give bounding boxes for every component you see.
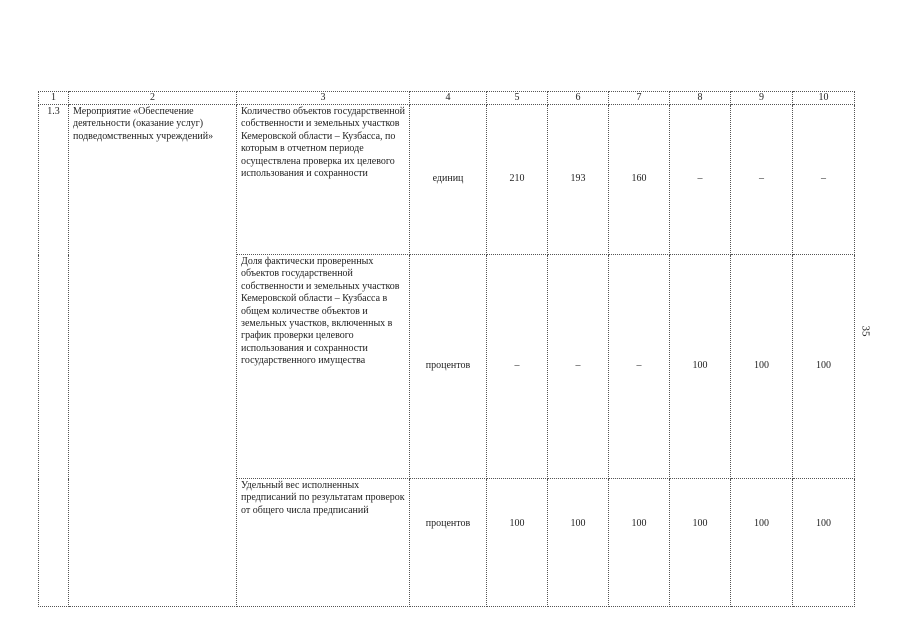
- column-number: 2: [69, 92, 237, 105]
- unit-cell: процентов: [410, 255, 487, 479]
- value-cell: –: [670, 105, 731, 255]
- value-cell: –: [731, 105, 793, 255]
- value-cell: 100: [793, 255, 855, 479]
- indicators-table: [38, 91, 855, 607]
- value-cell: 100: [609, 479, 670, 607]
- column-number: 9: [731, 92, 793, 105]
- value-cell: –: [487, 255, 548, 479]
- value-cell: 100: [487, 479, 548, 607]
- value-cell: 100: [670, 255, 731, 479]
- unit-cell: процентов: [410, 479, 487, 607]
- column-numbers-row: [39, 92, 855, 105]
- value-cell: –: [548, 255, 609, 479]
- measure-name: Мероприятие «Обеспечение деятельности (оказание услуг) подведомственных учреждений»: [69, 105, 237, 607]
- indicator-name: Количество объектов государственной собственности и земельных участков Кемеровской области – Кузбасса, по которым в отчетном периоде осуществлена проверка их целевого использования и сохранности: [237, 105, 410, 255]
- column-number: 10: [793, 92, 855, 105]
- column-number: 4: [410, 92, 487, 105]
- column-number: 7: [609, 92, 670, 105]
- column-number: 6: [548, 92, 609, 105]
- indicator-name: Доля фактически проверенных объектов государственной собственности и земельных участков Кемеровской области – Кузбасса в общем количестве объектов и земельных участков, включенных в график проверки целевого использования и сохранности государственного имущества: [237, 255, 410, 479]
- value-cell: 210: [487, 105, 548, 255]
- value-cell: 193: [548, 105, 609, 255]
- value-cell: 100: [548, 479, 609, 607]
- unit-cell: единиц: [410, 105, 487, 255]
- value-cell: –: [793, 105, 855, 255]
- value-cell: 100: [793, 479, 855, 607]
- column-number: 5: [487, 92, 548, 105]
- value-cell: 100: [731, 479, 793, 607]
- column-number: 3: [237, 92, 410, 105]
- value-cell: 100: [670, 479, 731, 607]
- value-cell: 160: [609, 105, 670, 255]
- row-number: 1.3: [39, 105, 69, 607]
- value-cell: 100: [731, 255, 793, 479]
- column-number: 8: [670, 92, 731, 105]
- value-cell: –: [609, 255, 670, 479]
- indicator-name: Удельный вес исполненных предписаний по результатам проверок от общего числа предписаний: [237, 479, 410, 607]
- column-number: 1: [39, 92, 69, 105]
- table-row: [39, 105, 855, 255]
- page-number: 35: [859, 325, 872, 337]
